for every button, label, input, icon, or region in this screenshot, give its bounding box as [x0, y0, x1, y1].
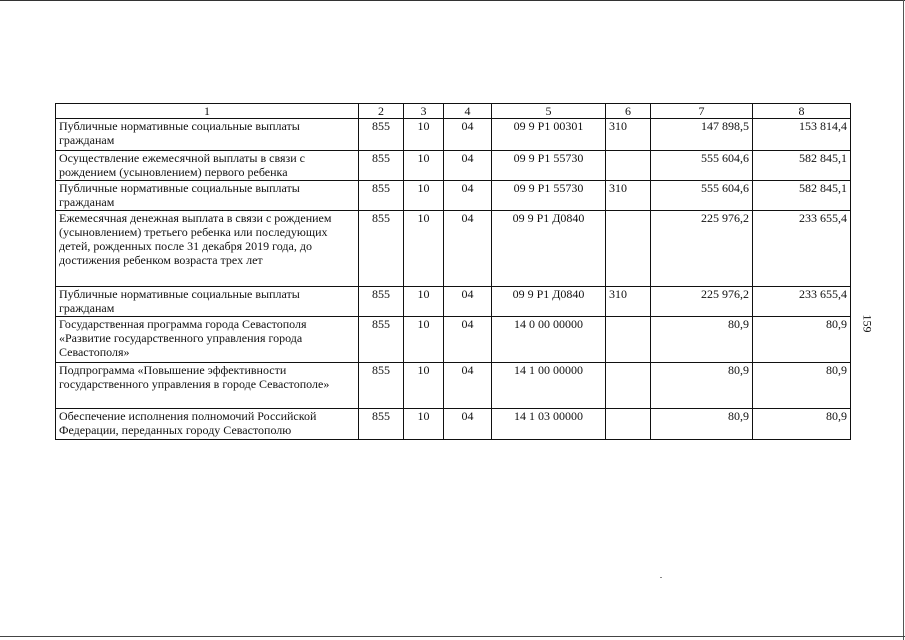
- row-ministry-code: 855: [359, 317, 404, 363]
- page-border-right: [903, 0, 904, 640]
- row-subsection: 04: [444, 287, 492, 317]
- row-name: Публичные нормативные социальные выплаты гражданам: [56, 287, 359, 317]
- row-expense-type: 310: [606, 181, 651, 211]
- row-target-article: 09 9 P1 Д0840: [492, 287, 606, 317]
- row-amount-year1: 555 604,6: [651, 181, 753, 211]
- col-header-4: 4: [444, 104, 492, 119]
- row-amount-year2: 153 814,4: [753, 119, 851, 151]
- page-number: 159: [860, 314, 875, 333]
- row-expense-type: 310: [606, 119, 651, 151]
- row-amount-year2: 582 845,1: [753, 181, 851, 211]
- row-subsection: 04: [444, 119, 492, 151]
- col-header-8: 8: [753, 104, 851, 119]
- table-row: [56, 363, 851, 409]
- row-amount-year2: 80,9: [753, 363, 851, 409]
- row-expense-type: 310: [606, 287, 651, 317]
- row-subsection: 04: [444, 409, 492, 440]
- row-section: 10: [404, 363, 444, 409]
- row-section: 10: [404, 181, 444, 211]
- table-row: [56, 119, 851, 151]
- row-subsection: 04: [444, 317, 492, 363]
- row-target-article: 09 9 P1 00301: [492, 119, 606, 151]
- row-amount-year2: 233 655,4: [753, 287, 851, 317]
- row-section: 10: [404, 211, 444, 287]
- row-amount-year2: 80,9: [753, 409, 851, 440]
- row-subsection: 04: [444, 363, 492, 409]
- row-ministry-code: 855: [359, 119, 404, 151]
- col-header-5: 5: [492, 104, 606, 119]
- row-ministry-code: 855: [359, 287, 404, 317]
- row-amount-year1: 80,9: [651, 409, 753, 440]
- row-target-article: 14 1 00 00000: [492, 363, 606, 409]
- row-amount-year2: 233 655,4: [753, 211, 851, 287]
- table-row: [56, 181, 851, 211]
- row-ministry-code: 855: [359, 181, 404, 211]
- row-ministry-code: 855: [359, 363, 404, 409]
- row-target-article: 14 1 03 00000: [492, 409, 606, 440]
- row-name: Публичные нормативные социальные выплаты гражданам: [56, 181, 359, 211]
- table-row: [56, 287, 851, 317]
- row-name: Государственная программа города Севастополя «Развитие государственного управления города Севастополя»: [56, 317, 359, 363]
- row-expense-type: [606, 363, 651, 409]
- row-section: 10: [404, 119, 444, 151]
- row-subsection: 04: [444, 181, 492, 211]
- row-name: Осуществление ежемесячной выплаты в связи с рождением (усыновлением) первого ребенка: [56, 151, 359, 181]
- row-expense-type: [606, 409, 651, 440]
- row-name: Ежемесячная денежная выплата в связи с рождением (усыновлением) третьего ребенка или последующих детей, рожденных после 31 декабря 2019 года, до достижения ребенком возраста трех лет: [56, 211, 359, 287]
- row-section: 10: [404, 317, 444, 363]
- col-header-7: 7: [651, 104, 753, 119]
- row-amount-year2: 582 845,1: [753, 151, 851, 181]
- table-row: [56, 409, 851, 440]
- row-subsection: 04: [444, 211, 492, 287]
- table-row: [56, 211, 851, 287]
- row-amount-year2: 80,9: [753, 317, 851, 363]
- row-target-article: 09 9 P1 Д0840: [492, 211, 606, 287]
- row-ministry-code: 855: [359, 211, 404, 287]
- page-border-bottom: [0, 636, 905, 637]
- row-ministry-code: 855: [359, 151, 404, 181]
- row-ministry-code: 855: [359, 409, 404, 440]
- col-header-6: 6: [606, 104, 651, 119]
- row-target-article: 09 9 P1 55730: [492, 151, 606, 181]
- row-name: Обеспечение исполнения полномочий Российской Федерации, переданных городу Севастополю: [56, 409, 359, 440]
- page-border-top: [0, 0, 905, 1]
- row-amount-year1: 80,9: [651, 317, 753, 363]
- row-expense-type: [606, 317, 651, 363]
- row-amount-year1: 225 976,2: [651, 211, 753, 287]
- row-amount-year1: 147 898,5: [651, 119, 753, 151]
- row-name: Публичные нормативные социальные выплаты гражданам: [56, 119, 359, 151]
- col-header-3: 3: [404, 104, 444, 119]
- row-name: Подпрограмма «Повышение эффективности государственного управления в городе Севастополе»: [56, 363, 359, 409]
- row-section: 10: [404, 287, 444, 317]
- row-target-article: 14 0 00 00000: [492, 317, 606, 363]
- row-expense-type: [606, 151, 651, 181]
- row-amount-year1: 80,9: [651, 363, 753, 409]
- col-header-2: 2: [359, 104, 404, 119]
- table-row: [56, 317, 851, 363]
- row-amount-year1: 225 976,2: [651, 287, 753, 317]
- row-section: 10: [404, 409, 444, 440]
- header-row: [56, 104, 851, 119]
- table-row: [56, 151, 851, 181]
- budget-table: [55, 103, 851, 440]
- row-amount-year1: 555 604,6: [651, 151, 753, 181]
- row-subsection: 04: [444, 151, 492, 181]
- col-header-1: 1: [56, 104, 359, 119]
- scan-speck: [660, 577, 662, 578]
- row-target-article: 09 9 P1 55730: [492, 181, 606, 211]
- row-expense-type: [606, 211, 651, 287]
- row-section: 10: [404, 151, 444, 181]
